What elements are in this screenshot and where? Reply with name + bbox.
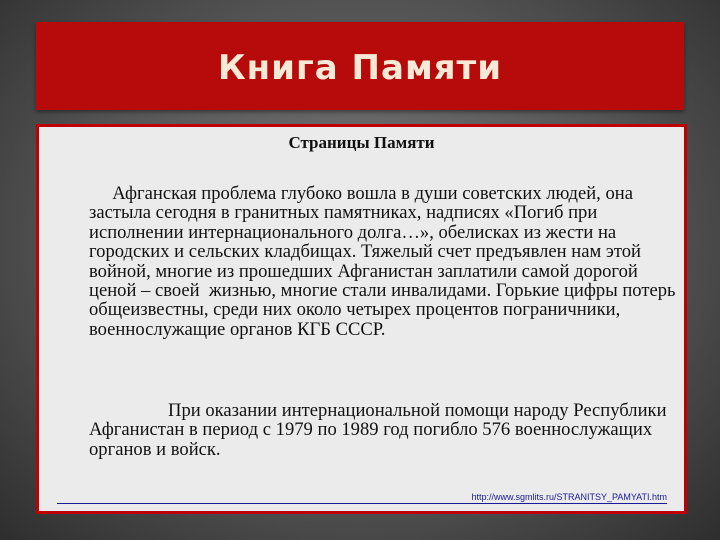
page-title: Книга Памяти [217, 48, 503, 88]
source-link[interactable]: http://www.sgmlits.ru/STRANITSY_PAMYATI.htm [57, 491, 667, 504]
title-banner [36, 22, 684, 110]
body-paragraph-2: При оказании интернациональной помощи народу Республики Афганистан в период с 1979 по 1989 год погибло 576 военнослужащих органов и войск. [89, 400, 672, 460]
content-panel [36, 124, 687, 514]
body-paragraph-1: Афганская проблема глубоко вошла в души советских людей, она застыла сегодня в гранитных памятниках, надписях «Погиб при исполнении интернационального долга…», обелисках из жести на городских и сельских кладбищах. Тяжелый счет предъявлен нам этой войной, многие из прошедших Афганистан заплатили самой дорогой ценой – своей жизнью, многие стали инвалидами. Горькие цифры потерь общеизвестны, среди них около четырех процентов пограничники, военнослужащие органов КГБ СССР. [89, 183, 681, 340]
section-subtitle: Страницы Памяти [288, 133, 435, 152]
